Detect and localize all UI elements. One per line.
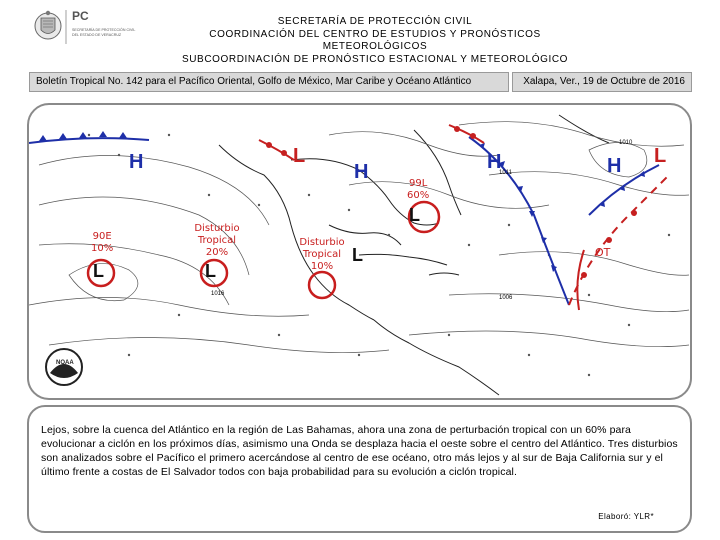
- low-symbol: L: [409, 205, 420, 225]
- low-pressure-label: L: [654, 145, 667, 167]
- system-label-90e: 90E 10%: [91, 231, 114, 254]
- place-date: Xalapa, Ver., 19 de Octubre de 2016: [523, 76, 685, 87]
- coastlines: [219, 115, 609, 395]
- svg-text:NOAA: NOAA: [56, 360, 74, 366]
- station-label: 1016: [211, 291, 225, 297]
- station-label: 1011: [499, 170, 512, 176]
- place-date-bar: [512, 72, 692, 92]
- system-label-disturbio-20: Disturbio Tropical 20%: [194, 223, 240, 258]
- header-line-2: COORDINACIÓN DEL CENTRO DE ESTUDIOS Y PRONÓSTICOS METEOROLÓGICOS: [209, 28, 541, 52]
- low-symbol: L: [93, 261, 104, 281]
- system-label-99l: 99L 60%: [407, 178, 430, 201]
- credit-line: Elaboró: YLR*: [598, 512, 654, 521]
- logo-mark: PC: [72, 9, 89, 23]
- low-symbol: L: [205, 261, 216, 281]
- document-header: [160, 16, 590, 66]
- agency-logo: [32, 4, 157, 50]
- bulletin-title: Boletín Tropical No. 142 para el Pacífico Oriental, Golfo de México, Mar Caribe y Océano Atlántico: [36, 76, 472, 87]
- header-line-1: SECRETARÍA DE PROTECCIÓN CIVIL: [277, 16, 473, 27]
- high-pressure-label: H: [354, 161, 369, 183]
- tropical-wave-label: OT: [595, 246, 611, 259]
- high-pressure-label: H: [129, 151, 144, 173]
- svg-text:SECRETARÍA DE PROTECCIÓN CIVIL: SECRETARÍA DE PROTECCIÓN CIVIL DEL ESTADO DE VERACRUZ: [72, 28, 136, 37]
- warm-fronts: [259, 125, 669, 305]
- surface-analysis-map: [27, 103, 692, 400]
- coat-of-arms-icon: [35, 11, 61, 39]
- bulletin-text-box: [27, 405, 692, 533]
- low-pressure-label: L: [293, 145, 306, 167]
- disturbance-circles: [88, 202, 439, 298]
- cold-fronts: [29, 131, 659, 305]
- high-pressure-label: H: [607, 155, 622, 177]
- bulletin-paragraph: Lejos, sobre la cuenca del Atlántico en la región de Las Bahamas, ahora una zona de perturbación tropical con un 60% para evolucionar a ciclón en los próximos días, asimismo una Onda se desplaza hacia el oeste sobre el centro del Atlántico. Tres disturbios son analizados sobre el Pacífico el primero acercándose al centro de ese océano, otro más lejos y al sur de Baja California sur y el último frente a costas de El Salvador todos con baja probabilidad para su evolución a ciclón tropical.: [41, 424, 678, 478]
- station-label: 1006: [499, 295, 513, 301]
- high-pressure-label: H: [487, 151, 502, 173]
- noaa-logo: [46, 349, 82, 385]
- header-line-3: SUBCOORDINACIÓN DE PRONÓSTICO ESTACIONAL Y METEOROLÓGICO: [181, 53, 569, 65]
- station-label: 1010: [619, 140, 633, 146]
- bulletin-title-bar: [29, 72, 509, 92]
- low-symbol: L: [352, 245, 363, 265]
- isobars: [29, 122, 689, 353]
- system-label-disturbio-10: Disturbio Tropical 10%: [299, 237, 345, 272]
